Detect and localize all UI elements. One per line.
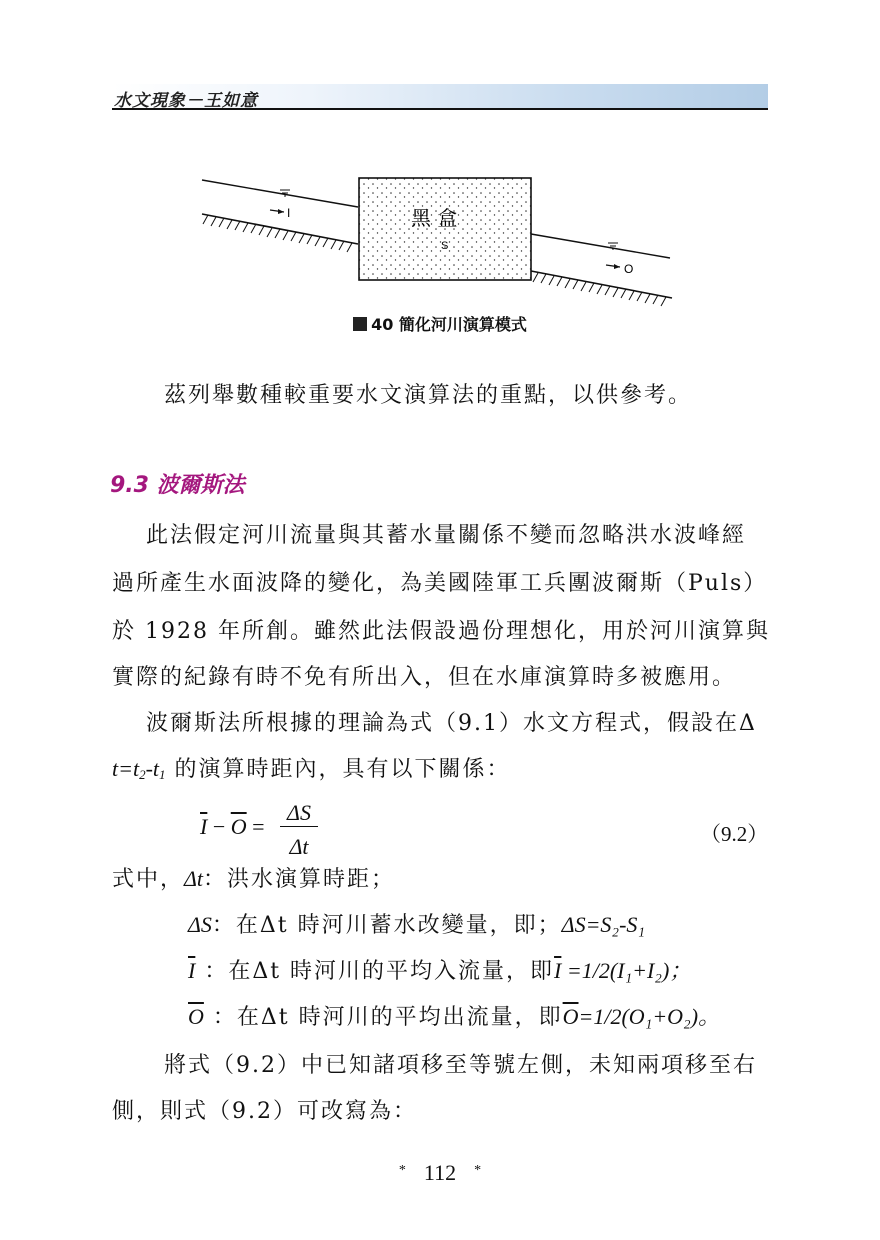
definition-i: $\overline{I}$ ：在Δt 時河川的平均入流量，即$\overline{I} =1/2(I_1+I_2)$；	[188, 958, 692, 984]
paragraph1-line: 於 1928 年所創。雖然此法假設過份理想化，用於河川演算與	[112, 619, 770, 644]
figure-caption	[0, 312, 880, 335]
footer-star-left: *	[398, 1163, 406, 1178]
definition-dt: 式中，Δt：洪水演算時距；	[112, 866, 396, 892]
inflow-label: I	[287, 206, 291, 220]
caption-number: 40	[371, 315, 394, 334]
outflow-channel-bed	[531, 271, 672, 298]
definition-o: $\overline{O}$ ：在Δt 時河川的平均出流量，即$\overline{O}=1/2(O_1+O_2)$。	[188, 1004, 721, 1030]
page-number: 112	[423, 1160, 457, 1185]
section-title: 波爾斯法	[156, 473, 245, 498]
section-number: 9.3	[110, 473, 149, 498]
definition-ds: ΔS：在Δt 時河川蓄水改變量，即；ΔS=S₂-S₁	[188, 912, 646, 938]
section-heading	[110, 468, 245, 499]
paragraph1-line: 實際的紀錄有時不免有所出入，但在水庫演算時多被應用。	[112, 665, 737, 690]
equation-denominator: Δt	[289, 834, 309, 859]
paragraph3-line: 將式（9.2）中已知諸項移至等號左側，未知兩項移至右	[164, 1053, 757, 1078]
footer-star-right: *	[474, 1163, 482, 1178]
paragraph1-line: 此法假定河川流量與其蓄水量關係不變而忽略洪水波峰經	[146, 523, 747, 548]
equation-lhs: $\overline{I} - \overline{O}$ =	[200, 814, 265, 839]
equation-numerator: ΔS	[280, 800, 318, 827]
figure-glyph	[353, 317, 367, 331]
paragraph3-line: 側，則式（9.2）可改寫為：	[112, 1099, 417, 1124]
paragraph1-line: 過所產生水面波降的變化，為美國陸軍工兵團波爾斯（Puls）	[112, 571, 768, 596]
inflow-water-surface	[202, 180, 358, 207]
equation-number: （9.2）	[700, 822, 769, 846]
caption-text: 簡化河川演算模式	[398, 315, 527, 334]
paragraph2-line: 波爾斯法所根據的理論為式（9.1）水文方程式，假設在Δ	[146, 711, 757, 736]
channel-routing-figure	[200, 172, 680, 308]
paragraph2-line: $t=t_2-t_1$ 的演算時距內，具有以下關係：	[112, 756, 511, 782]
page-footer	[0, 1160, 880, 1186]
storage-label: S	[441, 240, 449, 252]
intro-line: 茲列舉數種較重要水文演算法的重點，以供參考。	[164, 383, 693, 408]
black-box-label: 黑 盒	[411, 206, 458, 230]
outflow-label: O	[624, 262, 634, 276]
outflow-water-surface	[531, 234, 670, 258]
running-header: 水文現象－王如意	[114, 91, 258, 111]
